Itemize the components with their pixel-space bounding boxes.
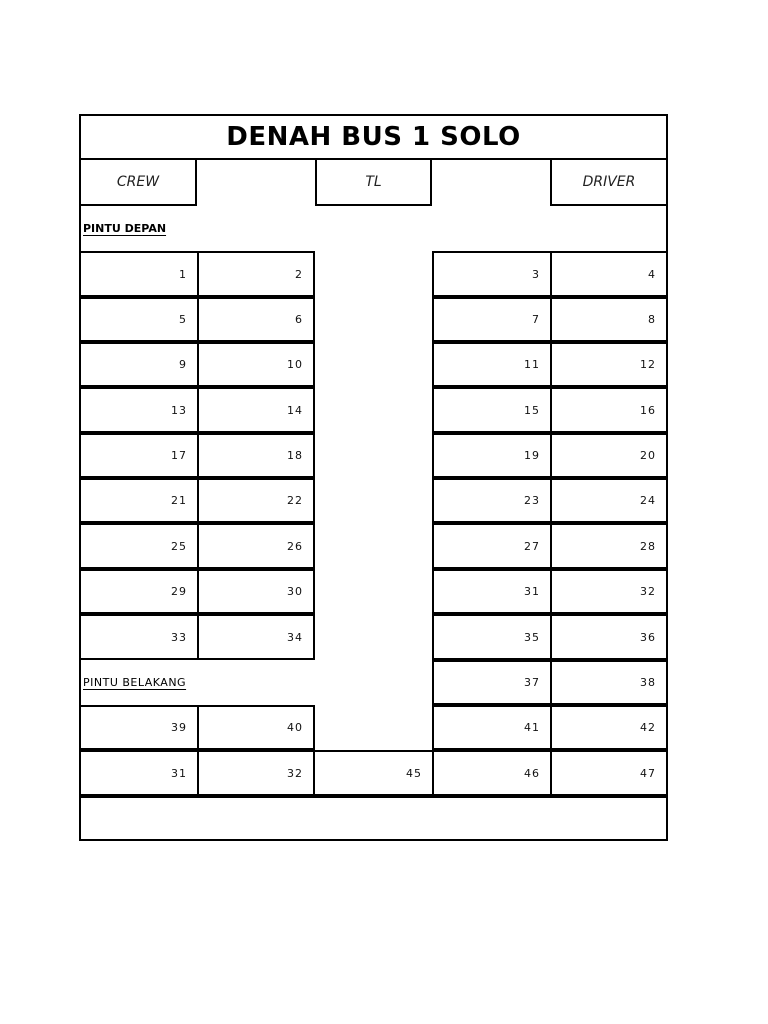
seat-box: 46 (432, 750, 550, 796)
aisle (315, 342, 432, 387)
seat-box: 30 (197, 569, 315, 614)
aisle (315, 251, 432, 297)
seat-box: 13 (79, 387, 197, 433)
seat-box: 36 (550, 614, 668, 660)
seat-box: 23 (432, 478, 550, 523)
seat-box: 26 (197, 523, 315, 569)
seat-box: 15 (432, 387, 550, 433)
seat-box: 19 (432, 433, 550, 478)
seat-box: 38 (550, 660, 668, 705)
seat-box: 33 (79, 614, 197, 660)
aisle (315, 387, 432, 433)
driver-box: DRIVER (550, 160, 668, 206)
seat-box: 9 (79, 342, 197, 387)
seat-box: 32 (550, 569, 668, 614)
seat-box: 16 (550, 387, 668, 433)
seat-box: 41 (432, 705, 550, 750)
seat-box: 29 (79, 569, 197, 614)
seat-box: 8 (550, 297, 668, 342)
seat-box: 5 (79, 297, 197, 342)
seat-box: 25 (79, 523, 197, 569)
seat-box: 1 (79, 251, 197, 297)
aisle (315, 478, 432, 523)
crew-box: CREW (79, 160, 197, 206)
seat-box: 18 (197, 433, 315, 478)
aisle (315, 433, 432, 478)
aisle (315, 297, 432, 342)
seat-box: 45 (315, 750, 432, 796)
seat-box: 10 (197, 342, 315, 387)
seat-box: 12 (550, 342, 668, 387)
seat-box: 21 (79, 478, 197, 523)
seat-box: 20 (550, 433, 668, 478)
seat-box: 39 (79, 705, 197, 750)
seat-box: 24 (550, 478, 668, 523)
seat-box: 31 (79, 750, 197, 796)
seat-box: 32 (197, 750, 315, 796)
aisle (315, 614, 432, 660)
seat-box: 7 (432, 297, 550, 342)
aisle (315, 569, 432, 614)
seat-box: 22 (197, 478, 315, 523)
seat-box: 2 (197, 251, 315, 297)
tl-gap (432, 160, 550, 206)
seat-box: 27 (432, 523, 550, 569)
rear-row (79, 796, 668, 841)
tl-box: TL (315, 160, 432, 206)
seat-box: 42 (550, 705, 668, 750)
front-door-text: PINTU DEPAN (83, 222, 167, 235)
aisle (315, 705, 432, 750)
aisle (315, 523, 432, 569)
seat-box: 28 (550, 523, 668, 569)
seat-box: 37 (432, 660, 550, 705)
seat-box: 40 (197, 705, 315, 750)
back-door-text: PINTU BELAKANG (83, 676, 187, 689)
seat-box: 6 (197, 297, 315, 342)
seat-box: 17 (79, 433, 197, 478)
seat-box: 47 (550, 750, 668, 796)
seat-box: 11 (432, 342, 550, 387)
aisle (315, 660, 432, 705)
right-edge (550, 206, 668, 251)
crew-gap (197, 160, 315, 206)
seat-box: 34 (197, 614, 315, 660)
seat-box: 35 (432, 614, 550, 660)
seat-box: 14 (197, 387, 315, 433)
page-title: DENAH BUS 1 SOLO (79, 114, 668, 160)
seat-box: 4 (550, 251, 668, 297)
seat-box: 31 (432, 569, 550, 614)
seat-box: 3 (432, 251, 550, 297)
